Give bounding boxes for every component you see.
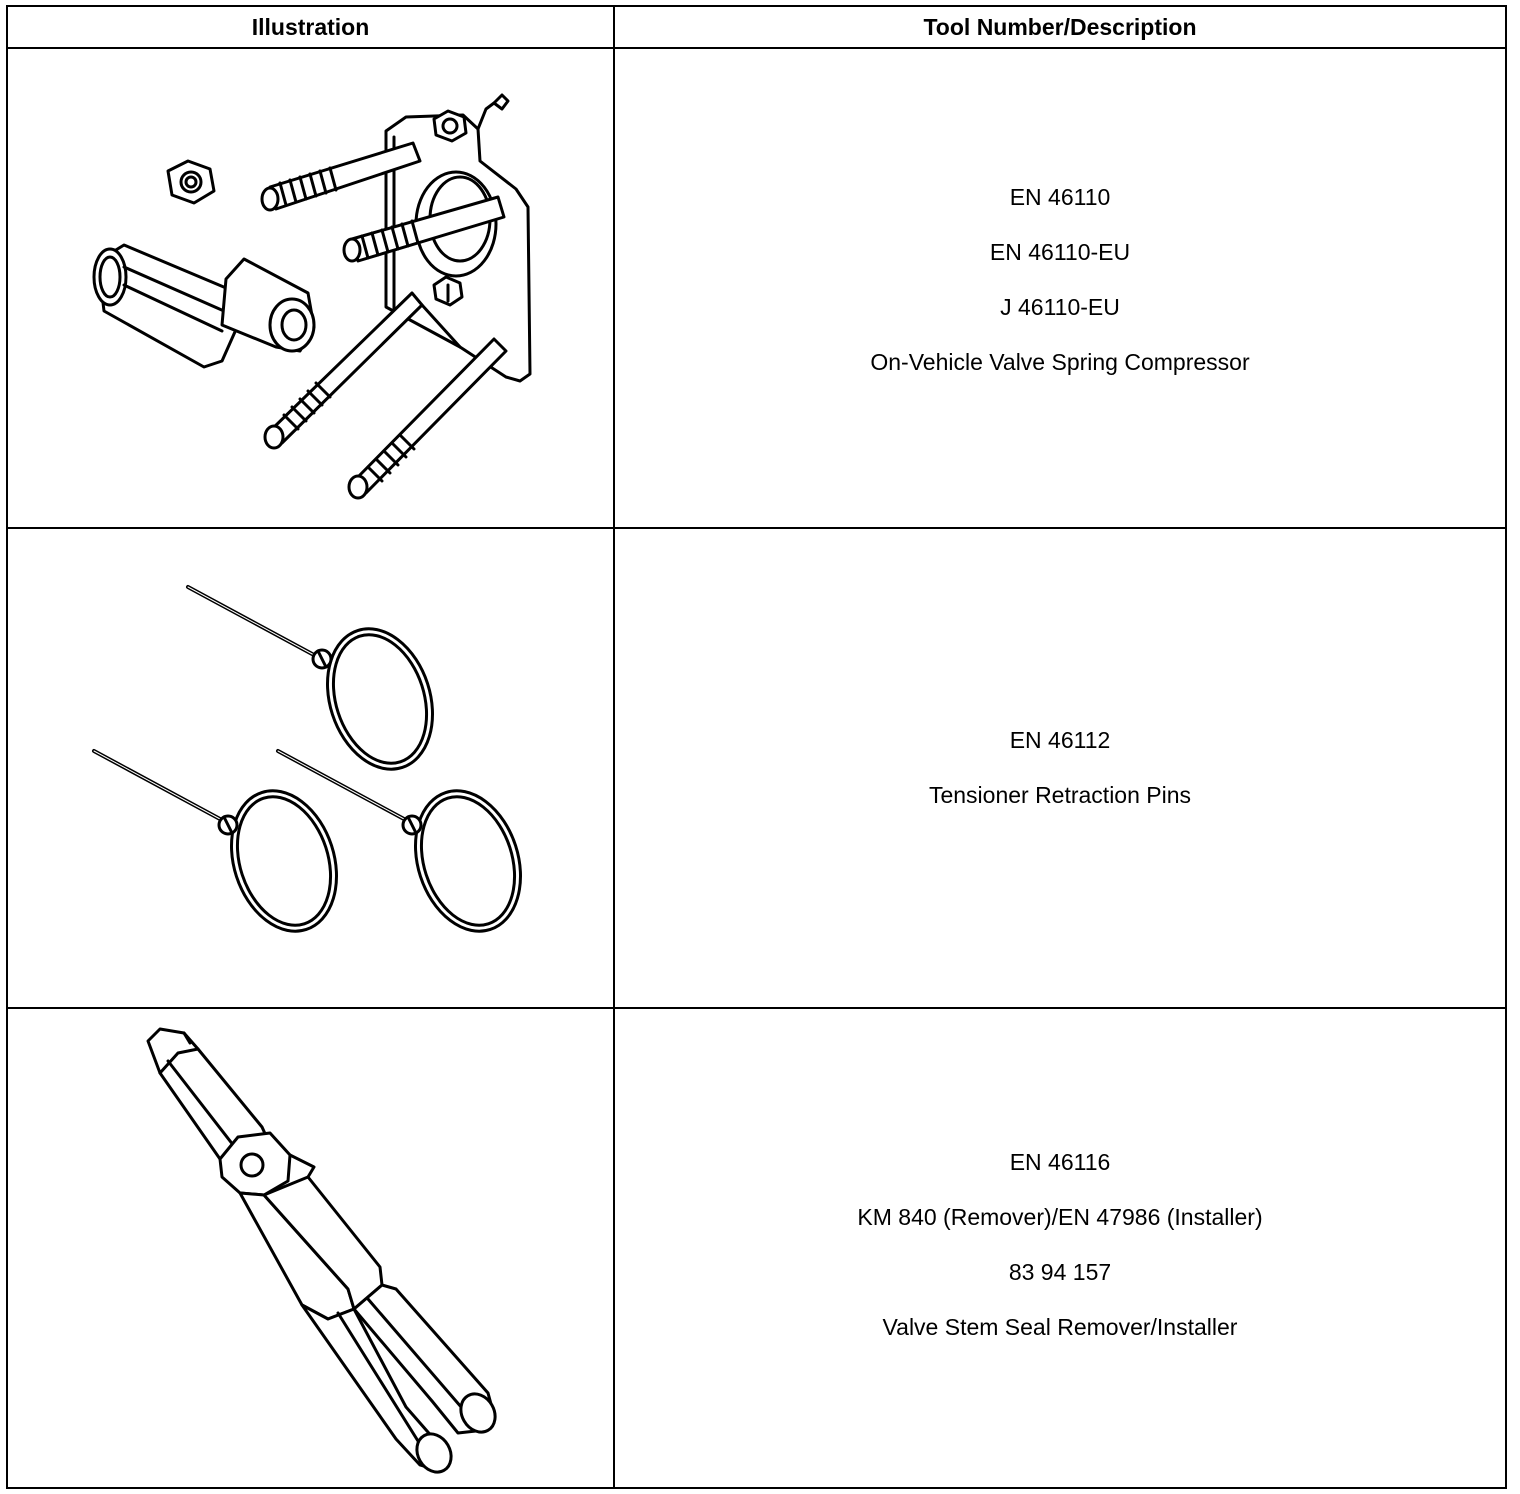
table-row xyxy=(8,49,1505,529)
tool-number: EN 46116 xyxy=(1009,1149,1111,1175)
tool-number: 83 94 157 xyxy=(1008,1259,1112,1285)
tool-description: On-Vehicle Valve Spring Compressor xyxy=(870,349,1250,375)
illustration-cell xyxy=(8,49,615,527)
valve-stem-seal-pliers-illustration xyxy=(8,1009,615,1487)
tool-number: J 46110-EU xyxy=(1000,294,1120,320)
tensioner-retraction-pins-illustration xyxy=(8,529,615,1009)
tool-description: Tensioner Retraction Pins xyxy=(928,782,1192,808)
description-cell xyxy=(615,529,1505,1007)
header-illustration: Illustration xyxy=(8,7,615,49)
tool-description: Valve Stem Seal Remover/Installer xyxy=(882,1314,1238,1340)
table-row xyxy=(8,529,1505,1009)
tool-number: EN 46112 xyxy=(1009,727,1111,753)
illustration-cell xyxy=(8,529,615,1007)
tools-table xyxy=(6,5,1507,1489)
description-cell xyxy=(615,1009,1505,1487)
table-row xyxy=(8,1009,1505,1487)
tool-number: KM 840 (Remover)/EN 47986 (Installer) xyxy=(857,1204,1263,1230)
tool-number: EN 46110 xyxy=(1009,184,1111,210)
illustration-cell xyxy=(8,1009,615,1487)
valve-spring-compressor-illustration xyxy=(8,49,615,529)
tool-number: EN 46110-EU xyxy=(989,239,1131,265)
header-tool-number-description: Tool Number/Description xyxy=(615,7,1505,49)
description-cell xyxy=(615,49,1505,527)
